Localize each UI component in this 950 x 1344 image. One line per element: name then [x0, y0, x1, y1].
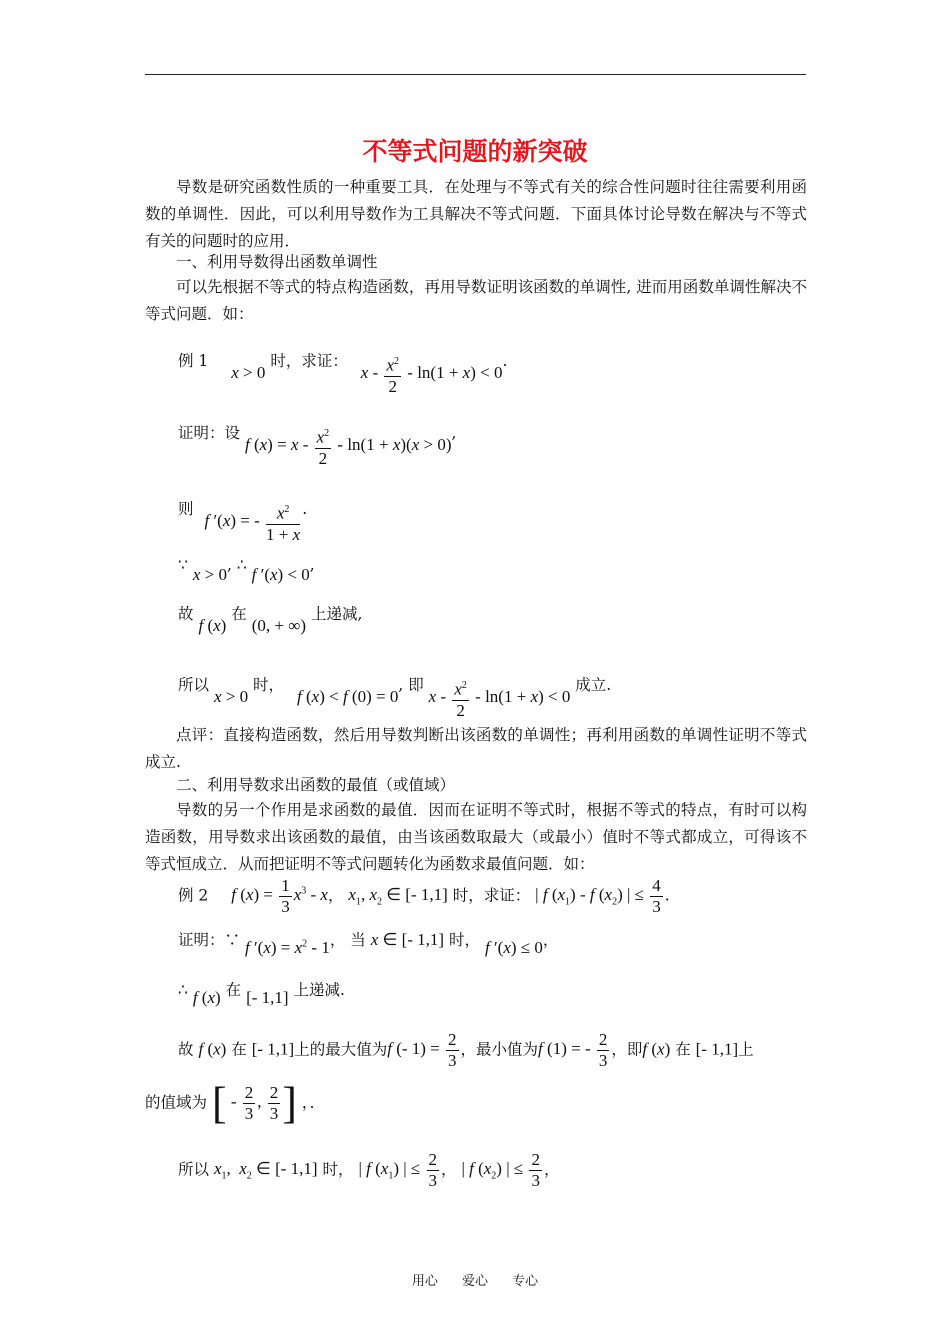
footer-item: 用心 — [411, 1274, 438, 1289]
footer-item: 专心 — [512, 1274, 539, 1289]
example1-decreasing: 故 f (x) 在 (0, + ∞) 上递减, — [178, 605, 363, 635]
section1-heading: 一、利用导数得出函数单调性 — [176, 253, 378, 271]
comment-paragraph: 点评：直接构造函数，然后用导数判断出该函数的单调性；再利用函数的单调性证明不等式成立. — [145, 726, 807, 771]
example2-range: 的值域为 [ - $\frac{2}{3}$ , $\frac{2}{3}$ ] ，． — [145, 1079, 326, 1128]
example1-proof-define: 证明：设 f (x) = x - $\frac{x^2}{2}$ - ln(1 + x)(x > 0), — [178, 424, 457, 468]
example1-derivative: 则 f ′(x) = - $\frac{x^2}{1 + x}$ . — [178, 500, 308, 544]
section2-heading: 二、利用导数求出函数的最值（或值域） — [176, 776, 456, 794]
page-footer — [0, 1270, 950, 1289]
section1-text: 可以先根据不等式的特点构造函数，再用导数证明该函数的单调性, 进而用函数单调性解决不等式问题．如： — [145, 278, 807, 323]
example1-statement: 例 1 x > 0 时，求证： x - $\frac{x^2}{2}$ - ln(1 + x) < 0. — [178, 352, 508, 396]
example1-conclusion: 所以 x > 0 时， f (x) < f (0) = 0, 即 x - $\frac{x^2}{2}$ - ln(1 + x) < 0 成立. — [178, 676, 612, 720]
example2-decreasing: ∴ f (x) 在 [- 1,1] 上递减. — [178, 981, 345, 1007]
footer-item: 爱心 — [461, 1274, 488, 1289]
intro-paragraph: 导数是研究函数性质的一种重要工具．在处理与不等式有关的综合性问题时往往需要利用函数的单调性．因此，可以利用导数作为工具解决不等式问题．下面具体讨论导数在解决与不等式有关的问题时的应用． — [145, 178, 807, 250]
example1-because: ∵ x > 0, ∴ f ′(x) < 0, — [178, 556, 315, 584]
header-rule — [145, 74, 806, 75]
example2-proof: 证明：∵ f $'(x) = x^2 - 1$， 当 x ∈ [- 1,1] 时， f ′(x) ≤ 0， — [178, 930, 559, 957]
example2-abs-bounds: 所以 $x_1$, $x_2$ ∈ [- 1,1] 时， | f $(x_1)$ | ≤ $\frac{2}{3}$ ， | f $(x_2)$ | ≤ $\frac{2}{3}$ ， — [178, 1150, 560, 1190]
example2-extremes: 故 f (x) 在 [- 1,1]上的最大值为f (- 1) = $\frac{2}{3}$ ，最小值为f (1) = - $\frac{2}{3}$ ，即f (x) 在 [- 1,1]上 — [178, 1030, 754, 1070]
example2-statement: 例 2 f (x) = $\frac{1}{3}$ $x^3$ - x， $x_1$, $x_2$ ∈ [- 1,1] 时，求证： | f $(x_1)$ - f $(x_2)$ | ≤ $\frac{4}{3}$ . — [178, 876, 670, 916]
section2-text: 导数的另一个作用是求函数的最值．因而在证明不等式时，根据不等式的特点，有时可以构造函数，用导数求出该函数的最值，由当该函数取最大（或最小）值时不等式都成立，可得该不等式恒成立．从而把证明不等式问题转化为函数求最值问题．如： — [145, 801, 807, 873]
document-title: 不等式问题的新突破 — [362, 137, 588, 166]
